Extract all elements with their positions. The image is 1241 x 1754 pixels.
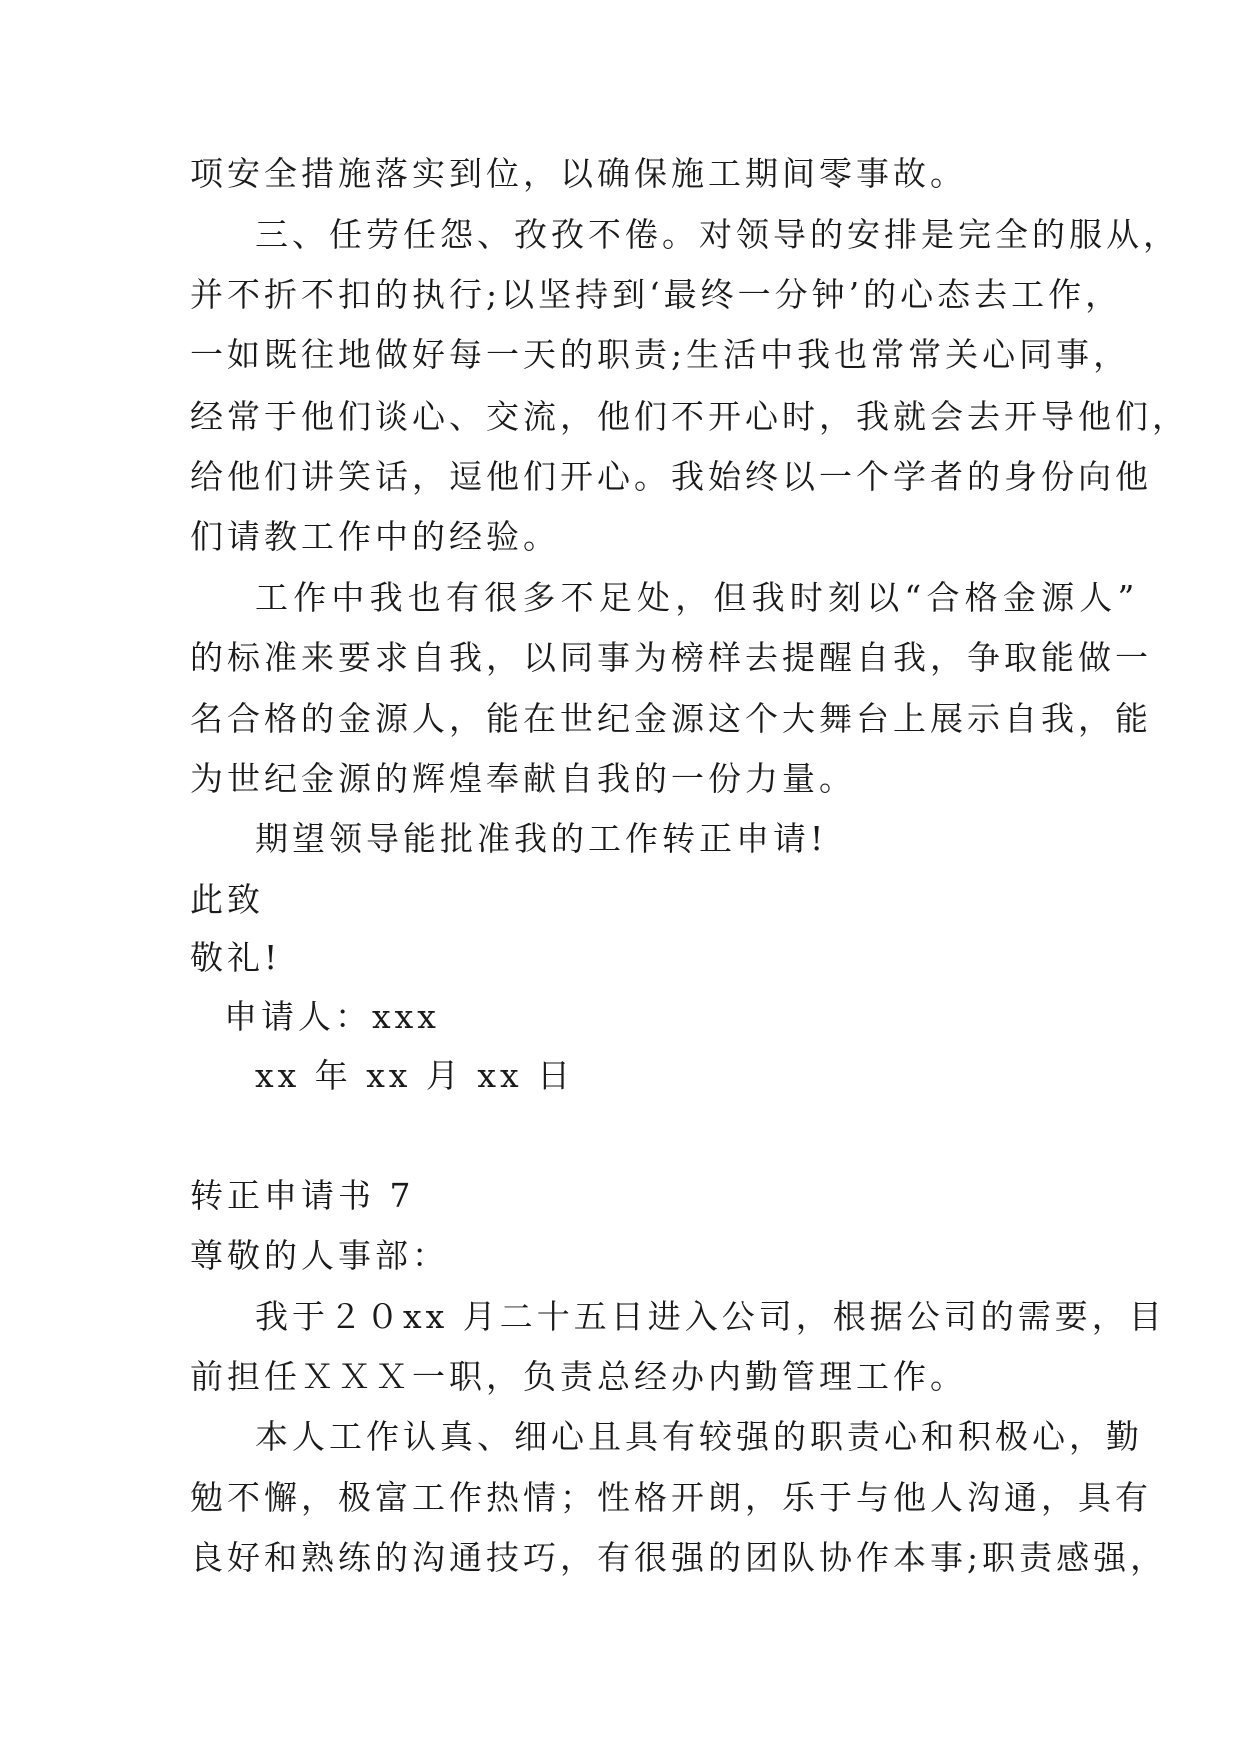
text-line: 经常于他们谈心、交流，他们不开心时，我就会去开导他们，	[190, 397, 1189, 436]
text-line: 为世纪金源的辉煌奉献自我的一份力量。	[190, 759, 856, 798]
text-line: 们请教工作中的经验。	[190, 517, 560, 556]
signature-date: xx 年 xx 月 xx 日	[255, 1056, 575, 1095]
text-line: 项安全措施落实到位，以确保施工期间零事故。	[190, 154, 967, 193]
text-line: 名合格的金源人，能在世纪金源这个大舞台上展示自我，能	[190, 699, 1152, 738]
text-line: 我于２０xx 月二十五日进入公司，根据公司的需要，目	[255, 1297, 1166, 1336]
text-line: 良好和熟练的沟通技巧，有很强的团队协作本事;职责感强，	[190, 1538, 1168, 1577]
text-line: 敬礼!	[190, 938, 282, 977]
text-line: 本人工作认真、细心且具有较强的职责心和积极心，勤	[255, 1417, 1143, 1456]
text-line: 三、任劳任怨、孜孜不倦。对领导的安排是完全的服从，	[255, 215, 1180, 254]
text-line: 一如既往地做好每一天的职责;生活中我也常常关心同事，	[190, 335, 1131, 374]
text-line: 期望领导能批准我的工作转正申请!	[255, 819, 828, 858]
salutation: 尊敬的人事部：	[190, 1236, 449, 1275]
text-line: 前担任ＸＸＸ一职，负责总经办内勤管理工作。	[190, 1357, 967, 1396]
text-line: 工作中我也有很多不足处，但我时刻以“合格金源人”	[255, 578, 1140, 617]
text-line: 并不折不扣的执行;以坚持到‘最终一分钟’的心态去工作，	[190, 275, 1123, 314]
text-line: 的标准来要求自我，以同事为榜样去提醒自我，争取能做一	[190, 638, 1152, 677]
text-line: 勉不懈，极富工作热情；性格开朗，乐于与他人沟通，具有	[190, 1478, 1152, 1517]
section-title: 转正申请书 7	[190, 1176, 415, 1215]
text-line: 给他们讲笑话，逗他们开心。我始终以一个学者的身份向他	[190, 457, 1152, 496]
signature-applicant: 申请人：xxx	[224, 997, 440, 1036]
text-line: 此致	[190, 880, 264, 919]
